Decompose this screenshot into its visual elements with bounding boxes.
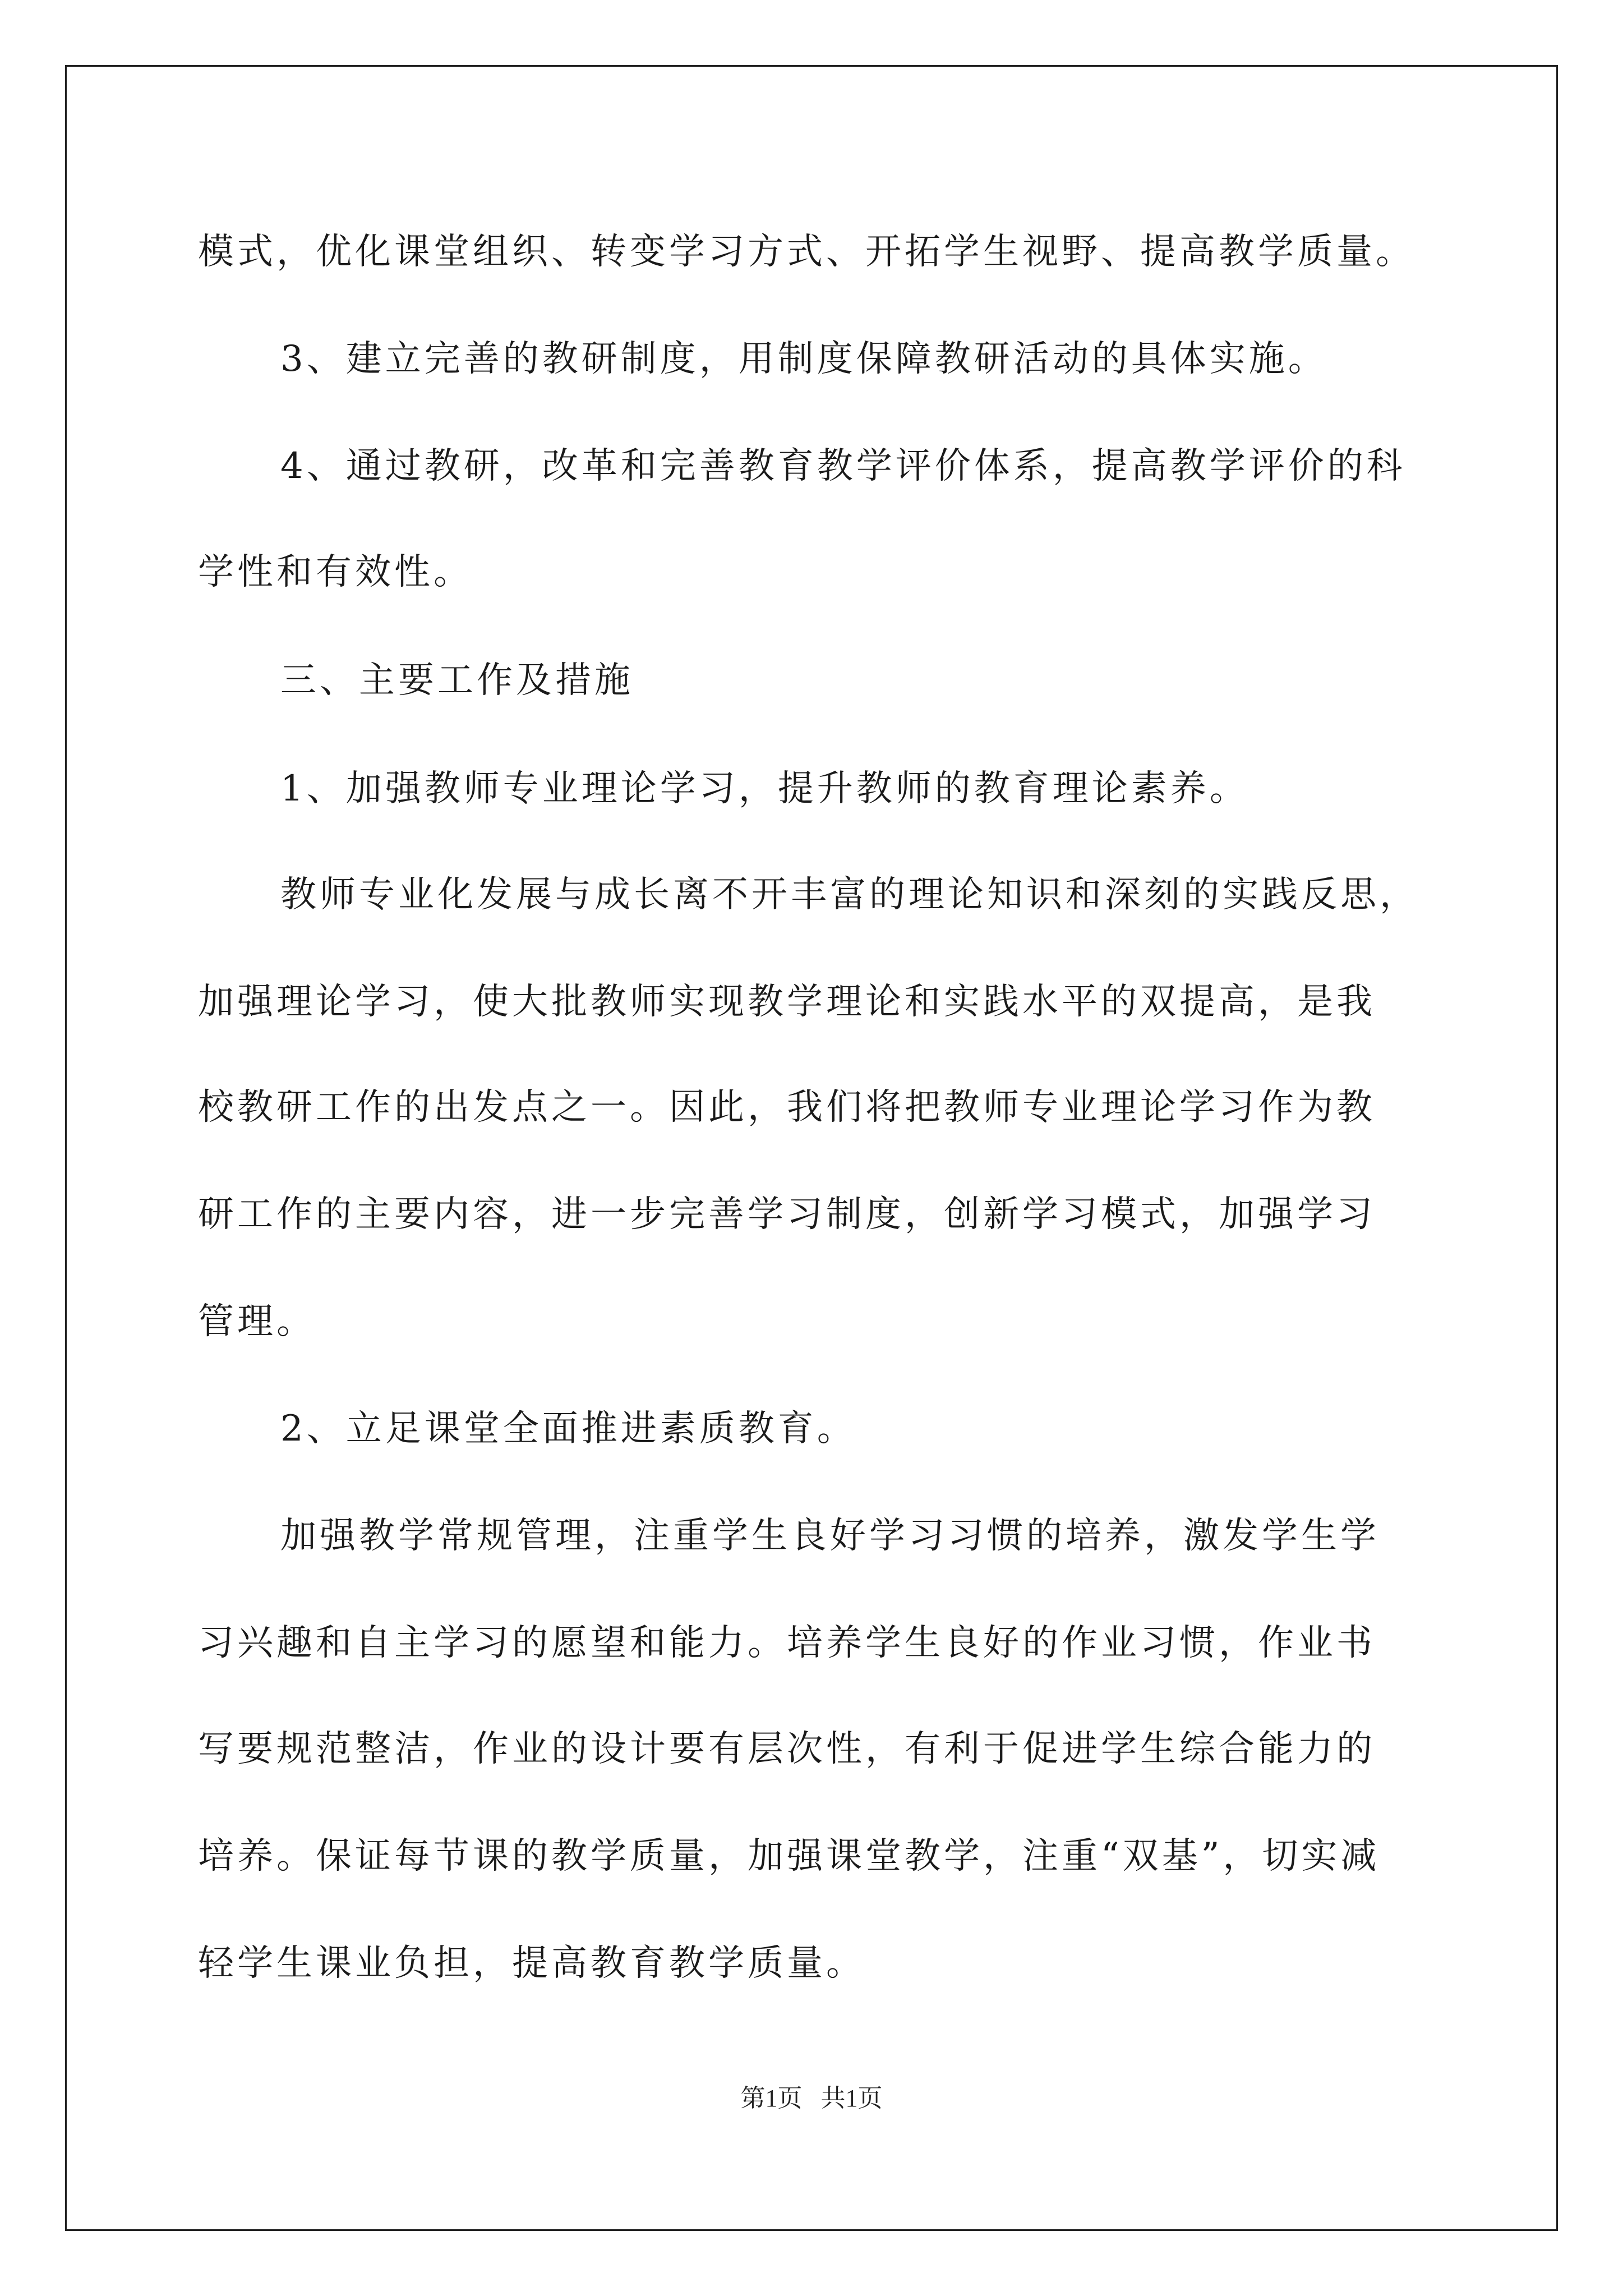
- text-line: 加强教学常规管理，注重学生良好学习习惯的培养，激发学生学: [280, 1515, 1380, 1557]
- text-line: 3、建立完善的教研制度，用制度保障教研活动的具体实施。: [280, 338, 1327, 380]
- text-line: 管理。: [198, 1301, 316, 1342]
- text-line: 2、立足课堂全面推进素质教育。: [280, 1408, 856, 1450]
- text-line: 研工作的主要内容，进一步完善学习制度，创新学习模式，加强学习: [198, 1194, 1376, 1235]
- text-line: 1、加强教师专业理论学习，提升教师的教育理论素养。: [280, 768, 1249, 809]
- text-line: 写要规范整洁，作业的设计要有层次性，有利于促进学生综合能力的: [198, 1728, 1376, 1770]
- text-line: 教师专业化发展与成长离不开丰富的理论知识和深刻的实践反思，: [280, 874, 1419, 915]
- text-line: 学性和有效性。: [198, 551, 473, 593]
- section-heading: 三、主要工作及措施: [280, 660, 634, 701]
- text-line: 加强理论学习，使大批教师实现教学理论和实践水平的双提高，是我: [198, 981, 1376, 1023]
- text-line: 4、通过教研，改革和完善教育教学评价体系，提高教学评价的科: [280, 445, 1406, 487]
- text-line: 习兴趣和自主学习的愿望和能力。培养学生良好的作业习惯，作业书: [198, 1622, 1376, 1664]
- text-line: 模式，优化课堂组织、转变学习方式、开拓学生视野、提高教学质量。: [198, 231, 1415, 273]
- text-line: 培养。保证每节课的教学质量，加强课堂教学，注重“双基”，切实减: [198, 1835, 1380, 1877]
- page-footer: 第1页 共1页: [740, 2085, 883, 2112]
- text-line: 轻学生课业负担，提高教育教学质量。: [198, 1943, 865, 1984]
- text-line: 校教研工作的出发点之一。因此，我们将把教师专业理论学习作为教: [198, 1087, 1376, 1128]
- page-border: [65, 65, 1558, 2231]
